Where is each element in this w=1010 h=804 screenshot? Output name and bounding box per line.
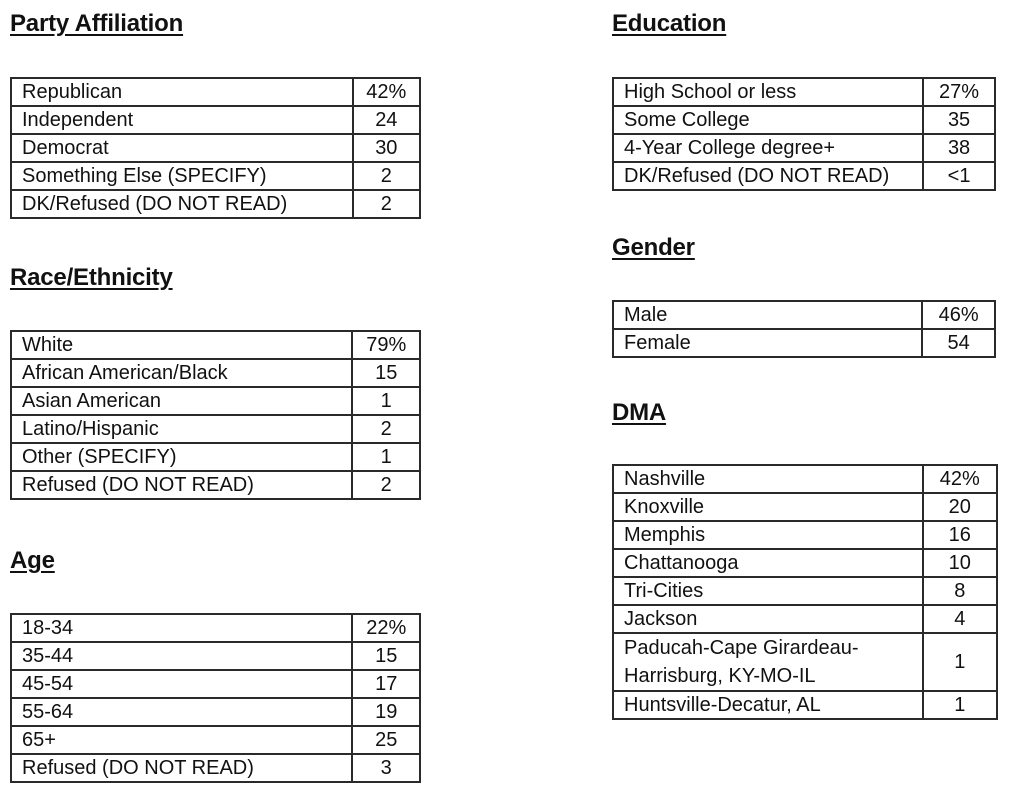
row-value: 1: [352, 443, 420, 471]
race-ethnicity-table: [10, 330, 421, 500]
row-value: 2: [352, 471, 420, 499]
table-row: [11, 387, 420, 415]
row-value: 79%: [352, 331, 420, 359]
dma-table: [612, 464, 998, 720]
row-value: 42%: [353, 78, 420, 106]
row-value: 35: [923, 106, 995, 134]
table-row: [613, 162, 995, 190]
table-row: [613, 329, 995, 357]
row-label: DK/Refused (DO NOT READ): [11, 190, 353, 218]
table-row: [613, 106, 995, 134]
age-table: [10, 613, 421, 783]
table-row: [11, 443, 420, 471]
table-row: [11, 134, 420, 162]
row-label: African American/Black: [11, 359, 352, 387]
row-label: Refused (DO NOT READ): [11, 471, 352, 499]
row-value: 15: [352, 359, 420, 387]
row-value: 1: [923, 633, 997, 691]
table-row: [11, 162, 420, 190]
row-label: Some College: [613, 106, 923, 134]
row-value: 38: [923, 134, 995, 162]
table-row: [613, 78, 995, 106]
party-affiliation-heading: Party Affiliation: [10, 10, 184, 37]
row-label: Paducah-Cape Girardeau-Harrisburg, KY-MO-IL: [613, 633, 923, 691]
table-row: [11, 78, 420, 106]
row-value: 42%: [923, 465, 997, 493]
row-value: 8: [923, 577, 997, 605]
row-value: 10: [923, 549, 997, 577]
table-row: [613, 577, 997, 605]
row-label: 35-44: [11, 642, 352, 670]
row-label: Male: [613, 301, 922, 329]
table-row: [613, 691, 997, 719]
dma-heading: DMA: [612, 399, 667, 426]
table-row: [11, 614, 420, 642]
table-row: [11, 415, 420, 443]
row-value: 17: [352, 670, 420, 698]
table-row: [11, 471, 420, 499]
table-row: [11, 190, 420, 218]
row-label: Other (SPECIFY): [11, 443, 352, 471]
row-value: 27%: [923, 78, 995, 106]
row-label: 45-54: [11, 670, 352, 698]
row-value: 1: [352, 387, 420, 415]
table-row: [11, 106, 420, 134]
table-row: [11, 331, 420, 359]
row-label: Something Else (SPECIFY): [11, 162, 353, 190]
row-label: 4-Year College degree+: [613, 134, 923, 162]
row-label: Huntsville-Decatur, AL: [613, 691, 923, 719]
row-label: Republican: [11, 78, 353, 106]
row-label: 55-64: [11, 698, 352, 726]
row-value: 22%: [352, 614, 420, 642]
row-label: Asian American: [11, 387, 352, 415]
table-row: [613, 134, 995, 162]
table-row: [613, 521, 997, 549]
row-label: Nashville: [613, 465, 923, 493]
table-row: [613, 493, 997, 521]
row-label: White: [11, 331, 352, 359]
table-row: [11, 670, 420, 698]
table-row: [11, 359, 420, 387]
row-label: Female: [613, 329, 922, 357]
row-label: Knoxville: [613, 493, 923, 521]
education-heading: Education: [612, 10, 727, 37]
row-label: 18-34: [11, 614, 352, 642]
row-value: 25: [352, 726, 420, 754]
education-table: [612, 77, 996, 191]
table-row: [613, 549, 997, 577]
table-row: [11, 642, 420, 670]
row-label: DK/Refused (DO NOT READ): [613, 162, 923, 190]
table-row: [11, 754, 420, 782]
row-value: 20: [923, 493, 997, 521]
row-value: 16: [923, 521, 997, 549]
table-row: [613, 465, 997, 493]
row-value: 1: [923, 691, 997, 719]
row-label: Refused (DO NOT READ): [11, 754, 352, 782]
row-label: Jackson: [613, 605, 923, 633]
row-value: 19: [352, 698, 420, 726]
row-value: 2: [353, 190, 420, 218]
row-label: Chattanooga: [613, 549, 923, 577]
table-row: [613, 605, 997, 633]
party-affiliation-table: [10, 77, 421, 219]
row-value: 2: [353, 162, 420, 190]
row-label: 65+: [11, 726, 352, 754]
table-row: [613, 301, 995, 329]
row-label: High School or less: [613, 78, 923, 106]
row-value: 46%: [922, 301, 995, 329]
row-label: Independent: [11, 106, 353, 134]
row-label: Memphis: [613, 521, 923, 549]
row-value: <1: [923, 162, 995, 190]
row-value: 3: [352, 754, 420, 782]
row-label: Tri-Cities: [613, 577, 923, 605]
row-value: 30: [353, 134, 420, 162]
table-row: [11, 698, 420, 726]
row-value: 15: [352, 642, 420, 670]
gender-heading: Gender: [612, 234, 695, 261]
age-heading: Age: [10, 547, 55, 574]
row-label: Democrat: [11, 134, 353, 162]
row-label: Latino/Hispanic: [11, 415, 352, 443]
row-value: 24: [353, 106, 420, 134]
table-row: [11, 726, 420, 754]
row-value: 2: [352, 415, 420, 443]
gender-table: [612, 300, 996, 358]
race-ethnicity-heading: Race/Ethnicity: [10, 264, 173, 291]
row-value: 54: [922, 329, 995, 357]
table-row: [613, 633, 997, 691]
row-value: 4: [923, 605, 997, 633]
